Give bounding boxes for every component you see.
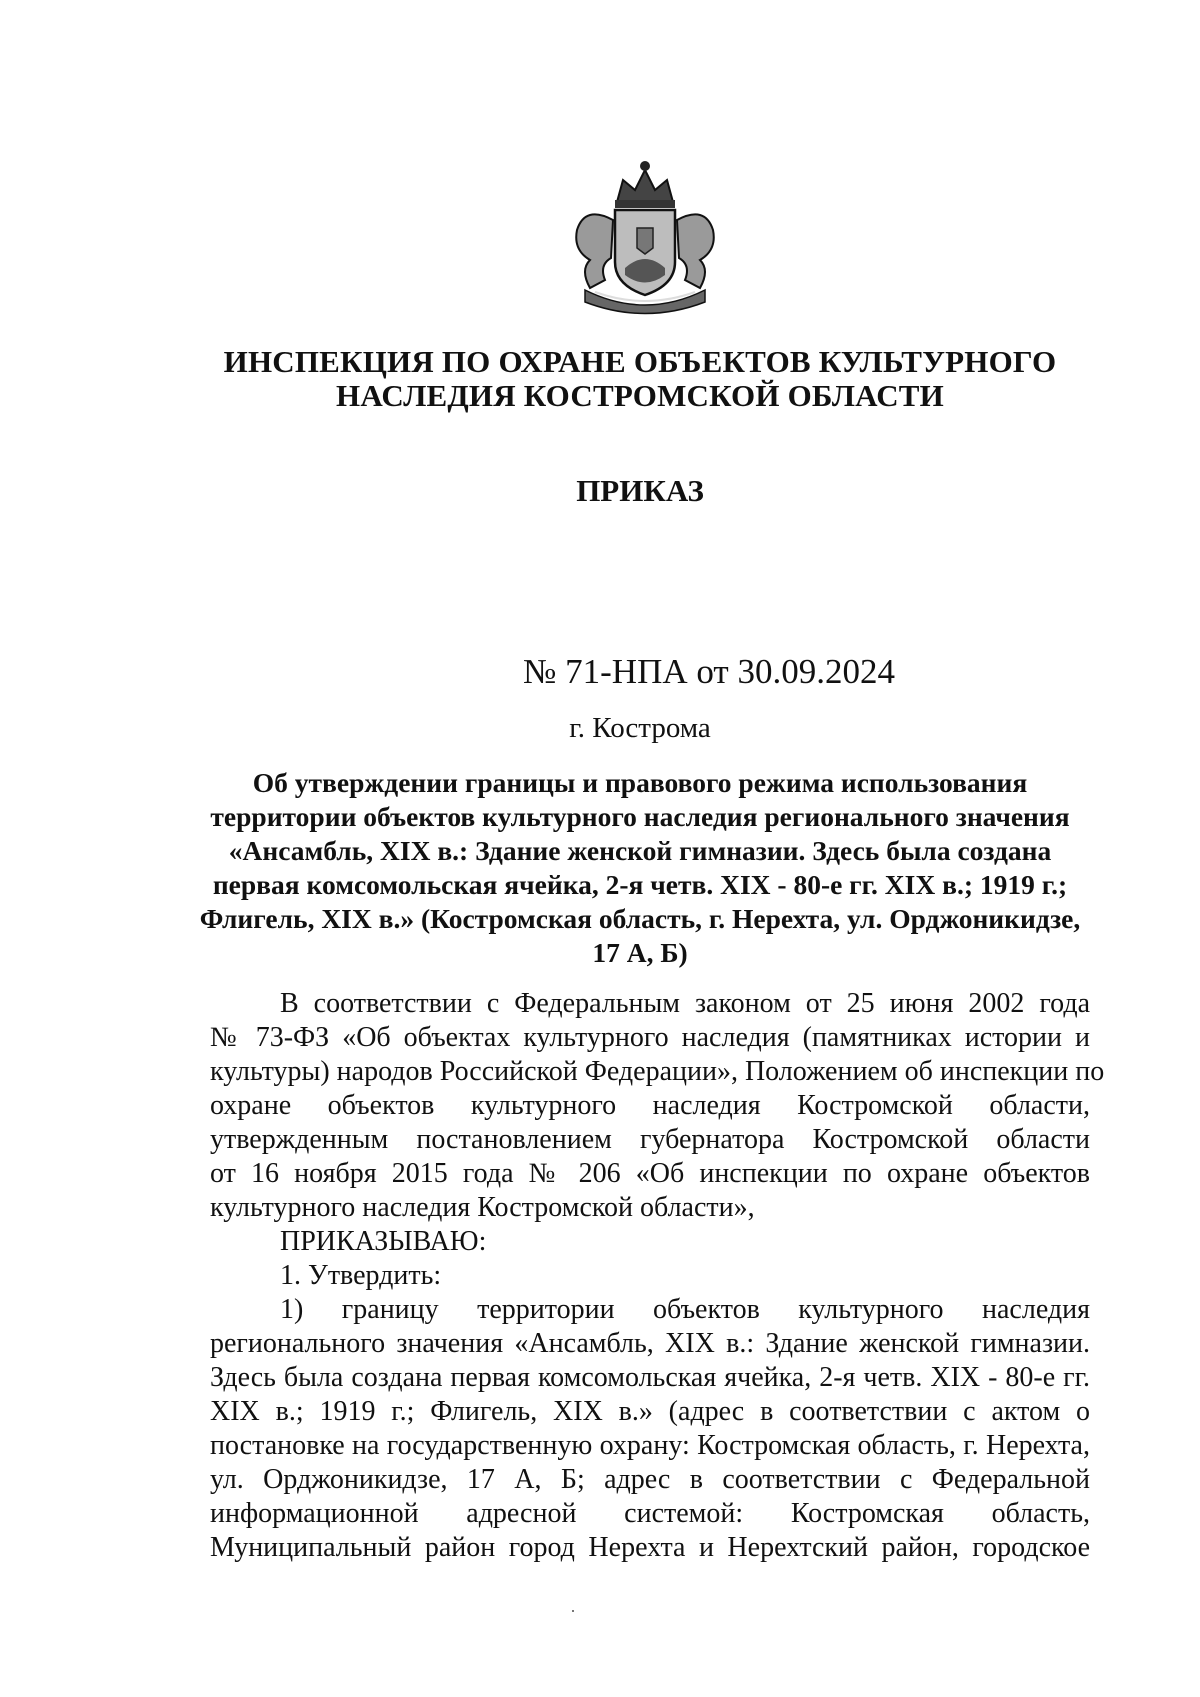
body-line: В соответствии с Федеральным законом от 25 июня 2002 года <box>280 988 1090 1019</box>
city: г. Кострома <box>569 712 711 744</box>
order-word: ПРИКАЗЫВАЮ: <box>280 1226 487 1257</box>
subject-line: «Ансамбль, XIX в.: Здание женской гимназии. Здесь была создана <box>228 835 1052 866</box>
coat-of-arms-icon <box>555 150 735 320</box>
body-line: Муниципальный район город Нерехта и Нерехтский район, городское <box>210 1532 1090 1563</box>
body-line: утвержденным постановлением губернатора Костромской области <box>210 1124 1090 1155</box>
body-line: XIX в.; 1919 г.; Флигель, XIX в.» (адрес в соответствии с актом о <box>210 1396 1090 1427</box>
order-number: № 71-НПА от 30.09.2024 <box>523 652 895 691</box>
body-line: постановке на государственную охрану: Костромская область, г. Нерехта, <box>210 1430 1090 1461</box>
subject-line: территории объектов культурного наследия регионального значения <box>210 801 1070 832</box>
body-line: культурного наследия Костромской области», <box>210 1192 755 1223</box>
document-type: ПРИКАЗ <box>576 473 704 508</box>
body-line: Здесь была создана первая комсомольская ячейка, 2-я четв. XIX - 80-е гг. <box>210 1362 1090 1393</box>
subject-line: Флигель, XIX в.» (Костромская область, г. Нерехта, ул. Орджоникидзе, <box>199 903 1081 934</box>
body-line: охране объектов культурного наследия Костромской области, <box>210 1090 1090 1121</box>
order-item-1: 1. Утвердить: <box>280 1260 442 1291</box>
body-line: информационной адресной системой: Костромская область, <box>210 1498 1090 1529</box>
subject-line: 17 А, Б) <box>592 937 688 968</box>
body-line: № 73-ФЗ «Об объектах культурного наследия (памятниках истории и <box>210 1022 1090 1053</box>
body-line: 1) границу территории объектов культурного наследия <box>280 1294 1090 1325</box>
body-line: регионального значения «Ансамбль, XIX в.: Здание женской гимназии. <box>210 1328 1090 1359</box>
body-line: ул. Орджоникидзе, 17 А, Б; адрес в соответствии с Федеральной <box>210 1464 1090 1495</box>
subject-line: Об утверждении границы и правового режима использования <box>252 767 1028 798</box>
order-subject <box>190 766 1090 970</box>
preamble-paragraph <box>210 987 1105 1565</box>
body-line: культуры) народов Российской Федерации», Положением об инспекции по <box>210 1056 1105 1087</box>
body-line: от 16 ноября 2015 года № 206 «Об инспекции по охране объектов <box>210 1158 1090 1189</box>
org-name-line-2: НАСЛЕДИЯ КОСТРОМСКОЙ ОБЛАСТИ <box>336 378 944 413</box>
scan-dot <box>572 1610 574 1612</box>
subject-line: первая комсомольская ячейка, 2-я четв. XIX - 80-е гг. XIX в.; 1919 г.; <box>212 869 1068 900</box>
org-name-line-1: ИНСПЕКЦИЯ ПО ОХРАНЕ ОБЪЕКТОВ КУЛЬТУРНОГО <box>223 344 1057 379</box>
